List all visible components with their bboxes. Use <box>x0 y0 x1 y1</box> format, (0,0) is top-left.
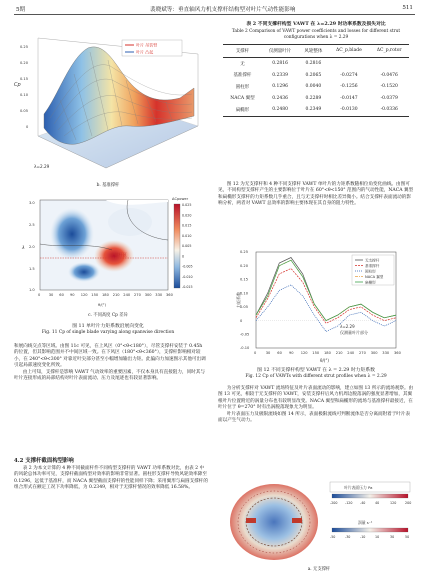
table2-block <box>218 20 414 117</box>
fig11-c-xtick: 240 <box>123 293 131 297</box>
table2 <box>223 44 409 117</box>
right-body-2 <box>218 386 414 424</box>
fig12-xtick: 0 <box>254 351 257 355</box>
section-heading: 4.2 支撑杆截面构型影响 <box>14 458 74 464</box>
table2-cell: 0.1296 <box>272 84 288 90</box>
fig11-c-xtick: 0 <box>38 293 41 297</box>
fig11-z-label: Cp <box>14 82 21 88</box>
fig11-c-xtick: 30 <box>48 293 54 297</box>
page-number-right: 511 <box>402 5 413 11</box>
fig11-c-cbar-label: ΔCpower <box>172 197 189 201</box>
fig11-caption-cn: 图 11 单叶片力矩系数沿展向变化 <box>72 324 144 329</box>
fig11-c-cbar-tick: 0.025 <box>182 203 192 207</box>
fig13-cb1-label: 叶片表面压力 Pa <box>344 485 373 490</box>
fig12-ytick: 0.05 <box>240 305 249 310</box>
left-body <box>14 344 208 382</box>
table2-cell: -0.0379 <box>380 95 398 101</box>
table2-cell: 0.2349 <box>298 104 328 116</box>
table2-cell <box>328 57 369 69</box>
right-body <box>218 182 414 208</box>
svg-text:2.5: 2.5 <box>29 223 35 227</box>
fig12-xtick: 330 <box>382 351 390 355</box>
fig11-c-xlabel: θ/(°) <box>98 303 107 307</box>
fig12-ytick: 0.20 <box>240 263 249 268</box>
left-para-1: 和展向线交点等区域。由图 11c 可见，在上风区（0°<θ<180°），尽管支撑杆安装于 0.45h 的位置，但其影响范围并不中间区域一致。在下风区（180°<θ<360°），支撑杆影响相对较小，在 240°<θ<300° 对靠近叶尖部分甚至小幅增加输出力矩。此偏向力加速图示其他可出调引起局部速度变化所致。 <box>14 344 206 369</box>
fig11-a-caption: b. 基准撑杆 <box>96 183 120 188</box>
fig12-panel <box>234 248 402 364</box>
fig13-cb2-label: 涡量 s⁻¹ <box>358 520 373 525</box>
fig13-cb2-tick: -10 <box>360 535 366 539</box>
fig11-surface-plot <box>10 18 206 180</box>
fig12-xtick: 270 <box>359 351 366 355</box>
table2-cell: -0.0274 <box>340 72 358 78</box>
fig11-c-xtick: 330 <box>155 293 163 297</box>
table2-cell: -0.0130 <box>328 104 369 116</box>
table2-cell: 圆柱形 <box>235 84 250 90</box>
fig12-chart <box>234 248 402 364</box>
table2-cell: 扁椭形 <box>223 104 262 116</box>
svg-text:0.10: 0.10 <box>20 93 29 97</box>
fig13-cb1-tick: 40 <box>375 501 380 505</box>
right-para-2: 为分析支撑杆对 VAWT 流场特征及叶片表面流动的影响，建立如图 13 所示的流场观察。由图 13 可见，相较于无支撑杆的 VAWT，安装支撑杆后风力机周边脱落涡的强度显著增加，其翼根叶片位置附近的涡量分布也有较明显改变。NACA 翼型和扁椭形的流场与基准撑杆最接近，在叶片位于 θ=270° 时有出涡脱落现象尤为明显。 <box>218 386 414 411</box>
fig11-c-colorbar-ticks <box>182 203 193 289</box>
fig12-ytick: -0.05 <box>240 332 250 337</box>
svg-text:0.20: 0.20 <box>20 61 29 65</box>
table2-title-en: Table 2 Comparison of VAWT power coefficients and losses for different strut configurations when λ = 2.29 <box>231 29 401 40</box>
fig12-ytick: 0.10 <box>240 291 249 296</box>
fig11-c-xtick: 120 <box>80 293 88 297</box>
fig11-c-y-ticks <box>29 201 35 292</box>
table2-row <box>223 69 409 81</box>
fig11-lambda: λ=2.29 <box>34 164 50 169</box>
table2-cell: -0.1256 <box>340 84 358 90</box>
fig11-c-xtick: 300 <box>144 293 152 297</box>
fig13-cb2-tick: 50 <box>405 535 410 539</box>
table2-col-dblade: ΔC_p,blade <box>328 45 369 58</box>
table2-cell: -0.0147 <box>340 95 358 101</box>
fig12-xtick: 150 <box>312 351 320 355</box>
fig11-caption-en: Fig. 11 Cp of single blade varying along spanwise direction <box>41 330 175 335</box>
table2-col-blade: 仅测量叶片 <box>262 45 298 58</box>
fig11-contour-plot <box>10 194 206 308</box>
svg-text:0: 0 <box>26 125 29 129</box>
right-para-3: 叶片表面压力及极限流线如图 14 所示，表面极限流线可判断流体是否分离而附着于叶片表面以产生气动力。 <box>218 411 411 424</box>
fig12-caption-cn: 图 12 不同支撑杆构型 VAWT 在 λ = 2.29 时力矩系数 <box>257 368 375 373</box>
right-para-1: 图 12 为无支撑杆和 4 种不同支撑杆 VAWT 单叶片的力矩系数随相位角变化曲线。由图可见，不同构型支撑杆产生的主要影响位于叶片在 60°<θ<150° 范围内的气动性能，NACA 翼型和扁椭形支撑杆的力矩系数几乎重合，且与无支撑杆时相比差异微小。结合支撑杆表面流动的影响分析，两者对 VAWT 总效率的影响主要体现在其自身的阻力特性。 <box>218 182 414 207</box>
svg-text:0.05: 0.05 <box>20 109 29 113</box>
fig12-ytick: 0.15 <box>240 277 249 282</box>
svg-text:2.0: 2.0 <box>29 245 35 249</box>
fig12-ytick: 0.25 <box>240 250 249 255</box>
fig12-annot-lambda: λ=2.29 <box>340 324 355 329</box>
left-para-3: 表 2 为本文计算的 4 种不同截面杆件不同构型支撑杆的 VAWT 功率系数对比，由表 2 中的风轮总体功率可见，支撑杆截面构型对效率的影响非常显著。圆柱形支撑杆导致风轮效率降至 0.1296，远低于基准杆，而 NACA 翼型截面支撑杆的性能同样下降；采用翼形与扁圆支撑杆的组合形式在额定工况下功率降低，为 0.2349，相对于无撑杆情况的效率降低 16.58%。 <box>14 466 208 491</box>
fig12-legend-label: 圆柱形 <box>365 269 376 274</box>
table2-cell: 基准撑杆 <box>233 73 252 79</box>
fig12-xtick: 240 <box>347 351 355 355</box>
fig12-xtick: 180 <box>324 351 331 355</box>
table2-cell: -0.0336 <box>369 104 409 116</box>
table2-cell: 0.2289 <box>305 95 322 101</box>
fig13-cb1-tick: 120 <box>390 501 397 505</box>
fig11-c-xtick: 60 <box>59 293 64 297</box>
table2-cell: 0.2436 <box>272 95 288 101</box>
fig11-legend-1: 叶片 凸起 <box>136 49 154 55</box>
table2-cell: -0.1520 <box>380 84 398 90</box>
fig11-c-xtick: 360 <box>166 293 173 297</box>
fig13-caption: a. 无支撑杆 <box>307 567 331 572</box>
fig11-c-x-ticks <box>38 293 174 297</box>
svg-text:1.5: 1.5 <box>29 267 35 271</box>
fig12-xlabel: θ/(°) <box>320 358 329 363</box>
fig11-c-ylabel: λ <box>22 246 25 251</box>
fig11-z-ticks <box>20 45 29 129</box>
fig11-c-cbar-tick: -0.005 <box>182 264 193 269</box>
svg-text:1.0: 1.0 <box>29 288 35 292</box>
fig11-c-annot: 支撑杆区 <box>110 252 127 257</box>
fig11-c-cbar-tick: 0 <box>182 254 185 259</box>
fig11-c-cbar-tick: 0.010 <box>182 233 192 238</box>
fig12-xtick: 360 <box>394 351 401 355</box>
svg-text:0.15: 0.15 <box>20 77 29 81</box>
table2-cell: 0.2339 <box>272 72 288 78</box>
left-para-2: 由上可知，支撑杆是影响 VAWT 气动效率的重要因素，不仅本身具有直接阻力，同时其与叶片连接形成的局部结构对叶片表面流动、压力及尾迹也有较显著影响。 <box>14 369 205 382</box>
page-number-left: 5期 <box>16 7 26 13</box>
fig13-cb1-tick: 200 <box>405 501 412 505</box>
fig12-legend-label: 基准撑杆 <box>365 263 380 268</box>
fig12-xtick: 30 <box>265 351 271 355</box>
fig12-xtick: 300 <box>370 351 378 355</box>
table2-row <box>223 93 409 105</box>
header-rule <box>14 14 415 15</box>
fig12-caption-en: Fig. 12 Cp of VAWTs with different strut profiles when λ = 2.29 <box>245 374 387 379</box>
table2-cell: -0.0476 <box>380 72 398 78</box>
fig12-xtick: 60 <box>277 351 282 355</box>
fig12-xtick: 210 <box>335 351 343 355</box>
fig13-flow-image <box>224 476 414 562</box>
svg-text:3.0: 3.0 <box>29 201 35 205</box>
fig13-cb2-tick: 30 <box>390 535 395 539</box>
table2-cell: 0.0040 <box>305 84 322 90</box>
fig11-c-xtick: 180 <box>102 293 109 297</box>
fig11-c-cbar-tick: 0.020 <box>182 213 192 218</box>
table2-row <box>223 57 409 69</box>
fig12-legend-label: NACA 翼型 <box>365 274 384 279</box>
fig11-surface-panel <box>10 18 206 192</box>
fig13-panel <box>224 476 414 572</box>
fig12-annot-strut: 仅测量叶片部分 <box>340 330 368 335</box>
fig12-ylabel: 力矩系数 <box>236 292 241 308</box>
fig12-ytick: -0.10 <box>240 346 250 351</box>
fig12-xtick: 120 <box>300 351 308 355</box>
table2-cell: NACA 翼型 <box>230 96 255 102</box>
fig11-c-cbar-tick: 0.005 <box>182 244 192 248</box>
left-body-2 <box>14 466 208 492</box>
table2-row <box>223 81 409 93</box>
fig12-legend-label: 扁椭形 <box>365 280 376 285</box>
fig12-legend <box>352 255 394 285</box>
table2-cell: 0.2816 <box>272 61 288 67</box>
fig12-xtick: 90 <box>289 351 294 355</box>
fig11-c-xtick: 270 <box>134 293 141 297</box>
fig13-cb2-tick: -30 <box>345 535 351 539</box>
fig13-cb1-tick: -40 <box>360 501 366 505</box>
fig11-contour-panel <box>10 194 206 320</box>
table2-row <box>223 104 409 116</box>
fig12-ytick: 0 <box>240 318 243 323</box>
fig13-cb1-tick: -200 <box>330 501 338 505</box>
fig11-c-cbar-tick: -0.010 <box>182 274 193 279</box>
table2-cell: 0.2480 <box>262 104 298 116</box>
fig11-c-cbar-tick: -0.015 <box>182 285 193 289</box>
fig12-legend-label: 无支撑杆 <box>365 258 380 263</box>
running-title: 裴晓斌等：垂直轴风力机支撑杆结构型对叶片气动性能影响 <box>150 7 296 13</box>
table2-col-drotor: ΔC_p,rotor <box>369 45 409 58</box>
table2-col-rotor: 风轮整体 <box>298 45 328 58</box>
table2-cell: 0.2065 <box>305 72 322 78</box>
fig11-c-cbar-tick: 0.015 <box>182 223 192 228</box>
fig11-c-xtick: 150 <box>91 293 99 297</box>
fig11-c-caption: c. 不同高度 Cp 差异 <box>88 313 128 318</box>
fig13-cb2-tick: -50 <box>330 535 336 539</box>
table2-col-strut: 支撑杆 <box>223 45 262 58</box>
table2-cell <box>369 57 409 69</box>
table2-cell: 无 <box>240 61 245 67</box>
fig11-c-xtick: 210 <box>112 293 120 297</box>
fig13-cb1-tick: -120 <box>345 501 353 505</box>
table2-cell: 0.2816 <box>305 61 322 67</box>
fig13-cb2-tick: 10 <box>375 535 380 539</box>
table2-title-cn: 表 2 不同支撑杆构型 VAWT 在 λ=2.29 时功率系数及损失对比 <box>246 21 386 27</box>
fig11-legend-0: 叶片 吊装臂 <box>136 42 158 48</box>
svg-text:0.25: 0.25 <box>20 45 29 49</box>
fig11-c-xtick: 90 <box>70 293 75 297</box>
